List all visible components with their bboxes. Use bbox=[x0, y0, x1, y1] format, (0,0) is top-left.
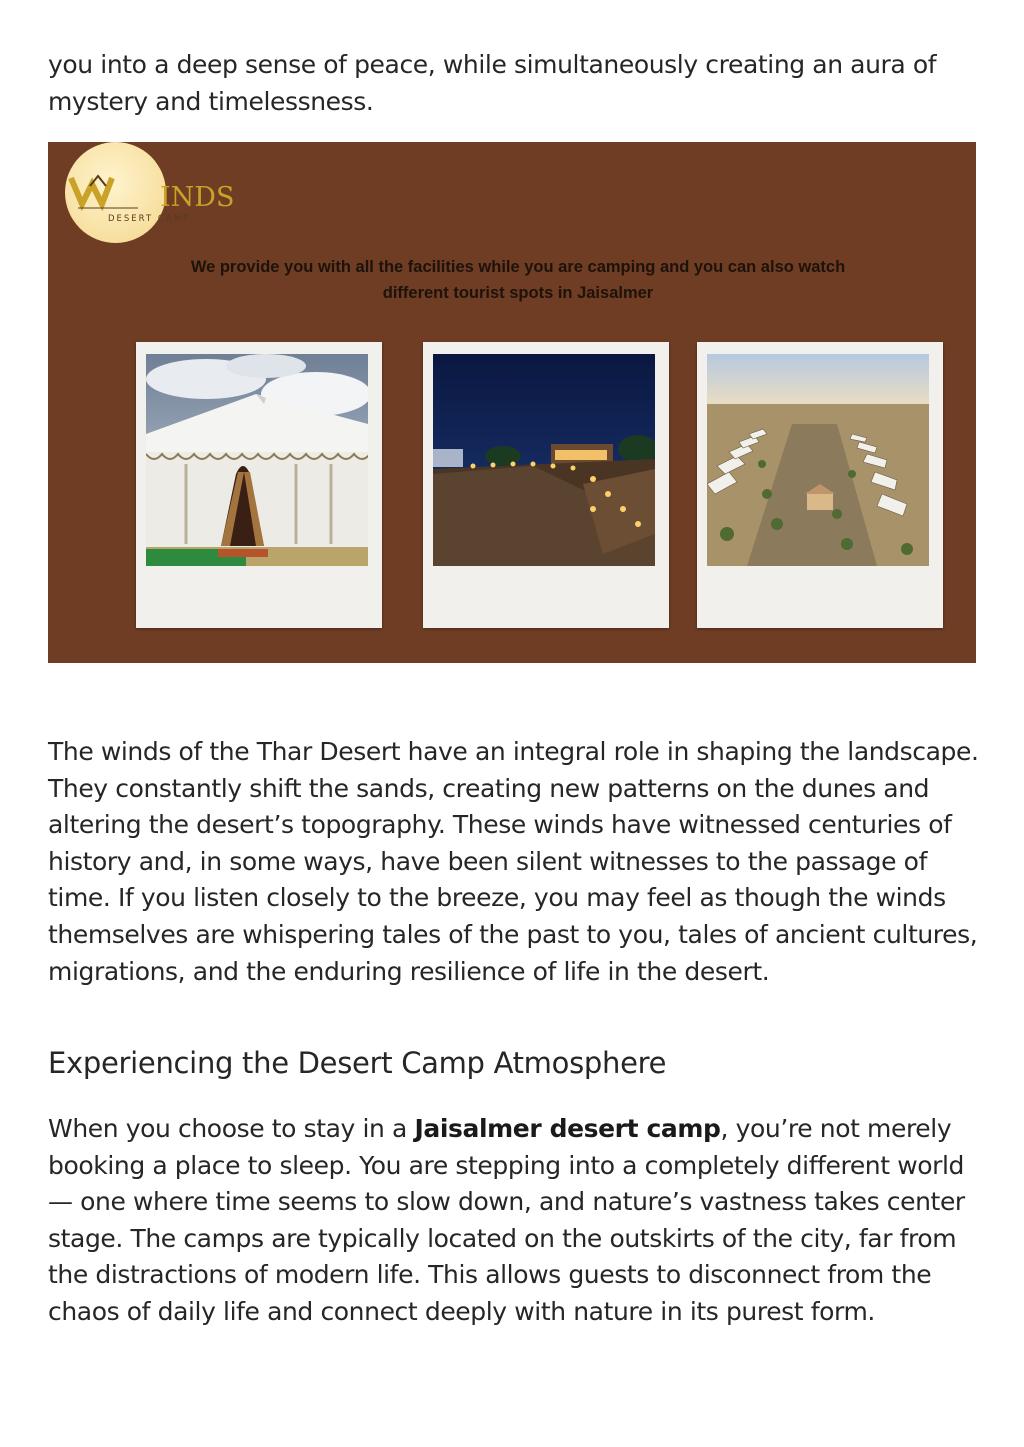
camp-paragraph-start: When you choose to stay in a bbox=[48, 1114, 415, 1143]
camp-keyword-bold: Jaisalmer desert camp bbox=[414, 1114, 721, 1143]
night-camp-photo bbox=[433, 354, 655, 566]
winds-paragraph: The winds of the Thar Desert have an integral role in shaping the landscape. They constantly shift the sands, creating new patterns on the dunes and altering the desert’s topography. These winds have witnessed centuries of history and, in some ways, have been silent witnesses to the passage of time. If you listen closely to the breeze, you may feel as though the winds themselves are whispering tales of the past to you, tales of ancient cultures, migrations, and the enduring resilience of life in the desert. bbox=[48, 737, 979, 986]
photo-card-aerial-camp bbox=[697, 342, 943, 628]
banner-caption: We provide you with all the facilities while you are camping and you can also watch different tourist spots in Jaisalmer bbox=[190, 258, 846, 302]
intro-paragraph: you into a deep sense of peace, while simultaneously creating an aura of mystery and timelessness. bbox=[48, 50, 937, 116]
photo-card-tent bbox=[136, 342, 382, 628]
winds-logo-icon bbox=[68, 172, 158, 212]
logo-subtitle: DESERT CAMP bbox=[108, 214, 191, 224]
white-tent-photo bbox=[146, 354, 368, 566]
aerial-camp-photo bbox=[707, 354, 929, 566]
section-heading: Experiencing the Desert Camp Atmosphere bbox=[48, 1046, 667, 1080]
camp-paragraph bbox=[48, 1111, 988, 1331]
promo-banner-image bbox=[48, 142, 976, 663]
logo-wordmark: INDS bbox=[160, 182, 235, 213]
photo-card-night-camp bbox=[423, 342, 669, 628]
camp-paragraph-end: , you’re not merely booking a place to sleep. You are stepping into a completely different world — one where time seems to slow down, and nature’s vastness takes center stage. The camps are typically located on the outskirts of the city, far from the distractions of modern life. This allows guests to disconnect from the chaos of daily life and connect deeply with nature in its purest form. bbox=[48, 1114, 965, 1326]
